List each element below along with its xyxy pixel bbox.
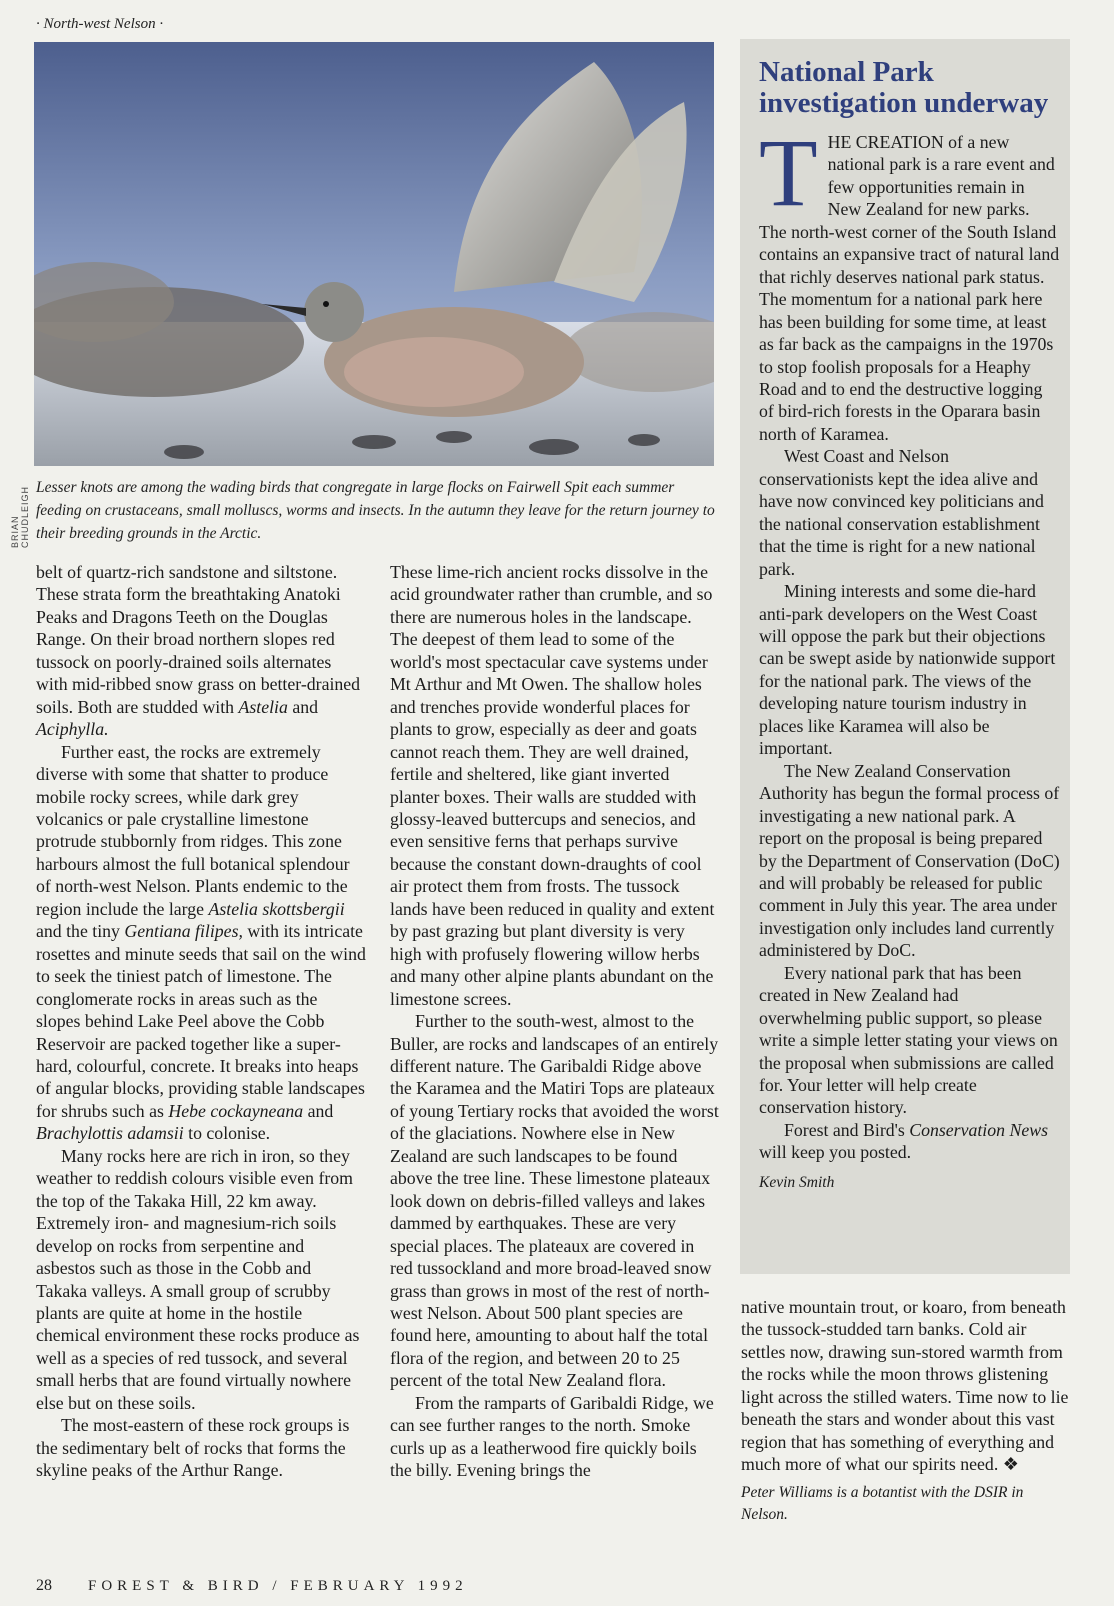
sidebar-signature: Kevin Smith [759,1173,835,1191]
page-footer [36,1577,468,1595]
lesser-knot-photo-illustration [34,42,714,466]
photo-credit: BRIAN CHUDLEIGH [10,485,30,548]
author-bio: Peter Williams is a botantist with the DSIR in Nelson. [741,1483,1024,1523]
drop-cap: T [759,119,818,226]
bird-photo [34,42,714,466]
sidebar-paragraph-5: Every national park that has been created in New Zealand had overwhelming public support, so please write a simple letter stating your views on the proposal when submissions are called for. Your letter will help create conservation history. [759,962,1058,1118]
column2-paragraph-2: Further to the south-west, almost to the Buller, are rocks and landscapes of an entirely different nature. The Garibaldi Ridge above the Karamea and the Matiri Tops are plateaux of young Tertiary rocks that avoided the worst of the glaciations. Nowhere else in New Zealand are such landscapes to be found above the tree line. These limestone plateaux look down on debris-filled valleys and lakes dammed by earthquakes. These are very special places. The plateaux are covered in red tussockland and more broad-leaved snow grass than grows in most of the rest of north-west Nelson. About 500 plant species are found here, amounting to about half the total flora of the region, and between 20 to 25 percent of the total New Zealand flora. [390,1011,719,1391]
column1-paragraph-3: Many rocks here are rich in iron, so they weather to reddish colours visible even from the top of the Takaka Hill, 22 km away. Extremely iron- and magnesium-rich soils develop on rocks from serpentine and asbestos such as those in the Cobb and Takaka valleys. A small group of scrubby plants are quite at home in the hostile chemical environment these rocks produce as well as a species of red tussock, and several small herbs that are found virtually nowhere else but on these soils. [36,1145,360,1413]
photo-caption: Lesser knots are among the wading birds that congregate in large flocks on Fairwell Spit each summer feeding on crustaceans, small molluscs, worms and insects. In the autumn they leave for the return journey to their breeding grounds in the Arctic. [36,479,715,542]
article-column-3 [741,1296,1071,1526]
column2-paragraph-3: From the ramparts of Garibaldi Ridge, we can see further ranges to the north. Smoke curls up as a leatherwood fire quickly boils the billy. Evening brings the [390,1392,714,1481]
column1-paragraph-4: The most-eastern of these rock groups is the sedimentary belt of rocks that forms the skyline peaks of the Arthur Range. [36,1415,350,1481]
text-run: will keep you posted. [759,1142,912,1163]
article-column-1 [36,561,366,1482]
text-run: and [303,1100,334,1121]
sidebar-text [759,119,1060,1194]
column1-paragraph-1 [36,561,366,741]
column3-paragraph-1: native mountain trout, or koaro, from beneath the tussock-studded tarn banks. Cold air settles now, drawing sun-stored warmth from the rocks while the moon throws glistening light across the stilled waters. Time now to lie beneath the stars and wonder about this vast region that has something of everything and much more of what our spirits need. ❖ [741,1297,1069,1475]
text-run: belt of quartz-rich sandstone and siltstone. These strata form the breathtaking Anatoki Peaks and Dragons Teeth on the Douglas Range. On their broad northern slopes red tussock on poorly-drained soils alternates with mid-ribbed snow grass on better-drained soils. Both are studded with [36,562,361,717]
sidebar-paragraph-1 [759,119,1060,445]
running-head: · North-west Nelson · [36,16,164,32]
text-run: and the tiny [36,921,125,942]
species-name: Aciphylla. [36,719,109,740]
sidebar-title: National Park investigation underway [759,56,1049,119]
text-run: HE CREATION of a new national park is a rare event and few opportunities remain in New Zealand for new parks. The north-west corner of the South Island contains an expansive tract of natural land that richly deserves national park status. The momentum for a national park here has been building for some time, at least as far back as the campaigns in the 1970s to stop foolish proposals for a Heaphy Road and to end the destructive logging of bird-rich forests in the Oparara basin north of Karamea. [759,132,1060,444]
text-run: with its intricate rosettes and minute seeds that sail on the wind to seek the tiniest patch of limestone. The conglomerate rocks in areas such as the slopes behind Lake Peel above the Cobb Reservoir are packed together like a super-hard, colourful, concrete. It breaks into heaps of angular blocks, providing stable landscapes for shrubs such as [36,921,366,1121]
sidebar-paragraph-2: West Coast and Nelson conservationists kept the idea alive and have now convinced key politicians and the national conservation establishment that the time is right for a new national park. [759,446,1044,579]
sidebar-box [740,39,1070,1274]
species-name: Astelia [238,696,288,717]
publication-line: FOREST & BIRD / FEBRUARY 1992 [88,1578,468,1594]
text-run: Further east, the rocks are extremely diverse with some that shatter to produce mobile rocky screes, while dark grey volcanics or pale crystalline limestone protrude stubbornly from ridges. This zone harbours almost the full botanical splendour of north-west Nelson. Plants endemic to the region include the large [36,741,350,919]
column1-paragraph-2 [36,741,366,1145]
text-run: to colonise. [183,1123,271,1144]
sidebar-paragraph-3: Mining interests and some die-hard anti-park developers on the West Coast will oppose the park but their objections can be swept aside by nationwide support for the national park. The views of the developing nature tourism industry in places like Karamea will also be important. [759,581,1056,759]
publication-name: Conservation News [909,1119,1048,1140]
column2-paragraph-1: These lime-rich ancient rocks dissolve in the acid groundwater rather than crumble, and so there are numerous holes in the landscape. The deepest of them lead to some of the world's most spectacular cave systems under Mt Arthur and Mt Owen. The shallow holes and trenches provide wonderful places for plants to grow, especially as deer and goats cannot reach them. They are well drained, fertile and sheltered, like giant inverted planter boxes. Their walls are studded with glossy-leaved buttercups and senecios, and even sensitive ferns that perhaps survive because the constant down-draughts of cool air protect them from frosts. The tussock lands have been reduced in quality and extent by past grazing but plant diversity is very high with profusely flowering willow herbs and many other alpine plants abundant on the limestone screes. [390,562,715,1009]
article-column-2 [390,561,720,1482]
species-name: Brachylottis adamsii [36,1123,184,1144]
sidebar-paragraph-6 [759,1119,1060,1164]
text-run: Forest and Bird's [784,1119,910,1140]
text-run: and [287,696,319,717]
species-name: Gentiana filipes, [124,921,243,942]
page-number: 28 [36,1577,52,1594]
species-name: Astelia skottsbergii [208,898,345,919]
sidebar-paragraph-4: The New Zealand Conservation Authority has begun the formal process of investigating a new national park. A report on the proposal is being prepared by the Department of Conservation (DoC) and will probably be released for public comment in July this year. The area under investigation only includes land currently administered by DoC. [759,760,1060,961]
species-name: Hebe cockayneana [168,1100,304,1121]
